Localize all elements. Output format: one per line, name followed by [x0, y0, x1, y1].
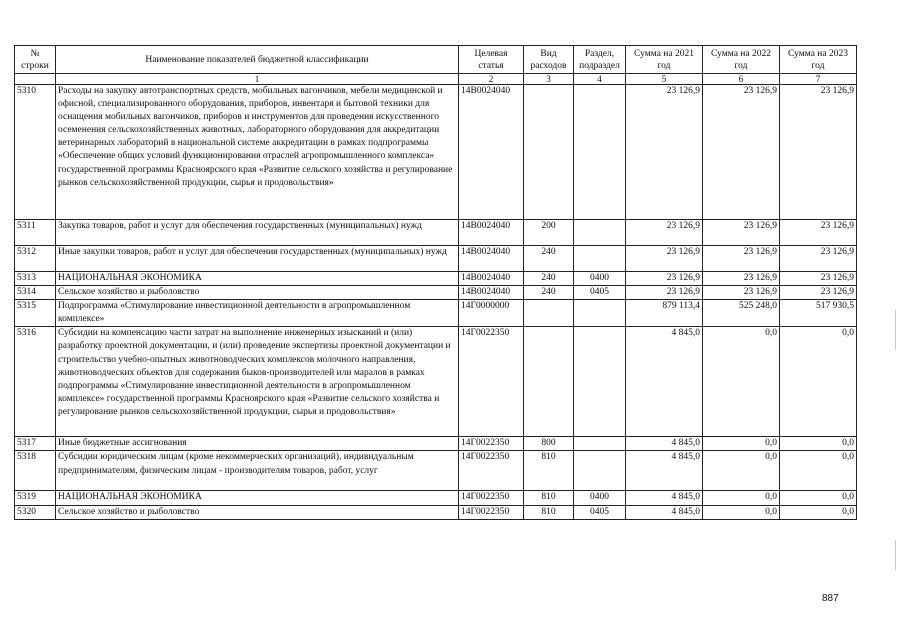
table-row: [15, 220, 857, 246]
expense-type-cell: [524, 327, 574, 437]
section-code-cell: [574, 220, 626, 246]
indicator-name-cell: Расходы на закупку автотранспортных средств, мобильных вагончиков, мебели медицинской и офисной, специализированного оборудования, приборов, инвентаря и бытовой техники для оснащения мобильных вагончиков, приборов и инструментов для проведения искусственного осеменения сельскохозяйственных животных, лабораторного оборудования для аккредитации ветеринарных лабораторий в национальной системе аккредитации в рамках подпрограммы «Обеспечение общих условий функционирования отраслей агропромышленного комплекса» государственной программы Красноярского края «Развитие сельского хозяйства и регулирование рынков сельскохозяйственной продукции, сырья и продовольствия»: [56, 85, 459, 220]
row-number-cell: 5319: [15, 491, 56, 505]
indicator-name-cell: Сельское хозяйство и рыболовство: [56, 505, 459, 519]
page-number: 887: [822, 593, 839, 604]
section-code-cell: [574, 437, 626, 451]
sum-2021-cell: 23 126,9: [626, 220, 703, 246]
sum-2022-cell: 23 126,9: [703, 220, 780, 246]
section-code-cell: 0400: [574, 272, 626, 286]
sum-2022-cell: 23 126,9: [703, 85, 780, 220]
column-index-3: 3: [524, 74, 574, 85]
sum-2022-cell: 23 126,9: [703, 286, 780, 300]
sum-2022-cell: 0,0: [703, 491, 780, 505]
target-article-cell: 14Г0022350: [459, 451, 524, 491]
sum-2023-cell: 23 126,9: [780, 85, 857, 220]
column-index-4: 4: [574, 74, 626, 85]
indicator-name-cell: НАЦИОНАЛЬНАЯ ЭКОНОМИКА: [56, 272, 459, 286]
budget-table: [14, 45, 857, 520]
sum-2021-cell: 23 126,9: [626, 286, 703, 300]
indicator-name-cell: Иные закупки товаров, работ и услуг для обеспечения государственных (муниципальных) нужд: [56, 246, 459, 272]
row-number-cell: 5320: [15, 505, 56, 519]
table-row: [15, 437, 857, 451]
scan-margin-mark: [895, 540, 896, 570]
expense-type-cell: [524, 300, 574, 327]
sum-2023-cell: 0,0: [780, 451, 857, 491]
indicator-name-cell: Сельское хозяйство и рыболовство: [56, 286, 459, 300]
header-row-number: № строки: [15, 46, 56, 74]
table-row: [15, 300, 857, 327]
indicator-name-cell: Подпрограмма «Стимулирование инвестиционной деятельности в агропромышленном комплексе»: [56, 300, 459, 327]
target-article-cell: 14В0024040: [459, 246, 524, 272]
sum-2023-cell: 0,0: [780, 505, 857, 519]
sum-2021-cell: 4 845,0: [626, 505, 703, 519]
header-sum-2022: Сумма на 2022 год: [703, 46, 780, 74]
table-row: [15, 246, 857, 272]
row-number-cell: 5315: [15, 300, 56, 327]
table-row: [15, 327, 857, 437]
row-number-cell: 5318: [15, 451, 56, 491]
sum-2021-cell: 879 113,4: [626, 300, 703, 327]
sum-2023-cell: 0,0: [780, 437, 857, 451]
sum-2021-cell: 23 126,9: [626, 246, 703, 272]
target-article-cell: 14В0024040: [459, 286, 524, 300]
row-number-cell: 5310: [15, 85, 56, 220]
row-number-cell: 5314: [15, 286, 56, 300]
sum-2021-cell: 4 845,0: [626, 437, 703, 451]
column-index-7: 7: [780, 74, 857, 85]
row-number-cell: 5311: [15, 220, 56, 246]
target-article-cell: 14В0024040: [459, 272, 524, 286]
target-article-cell: 14Г0022350: [459, 327, 524, 437]
table-row: [15, 85, 857, 220]
table-row: [15, 491, 857, 505]
row-number-cell: 5317: [15, 437, 56, 451]
sum-2022-cell: 0,0: [703, 437, 780, 451]
sum-2023-cell: 23 126,9: [780, 272, 857, 286]
sum-2022-cell: 0,0: [703, 327, 780, 437]
scan-margin-mark: [895, 310, 896, 350]
row-number-cell: 5312: [15, 246, 56, 272]
table-row: [15, 272, 857, 286]
sum-2022-cell: 23 126,9: [703, 272, 780, 286]
expense-type-cell: 800: [524, 437, 574, 451]
table-header-row: [15, 46, 857, 74]
header-target-article: Целевая статья: [459, 46, 524, 74]
column-index-row: [15, 74, 857, 85]
section-code-cell: [574, 246, 626, 272]
expense-type-cell: 810: [524, 491, 574, 505]
target-article-cell: 14Г0022350: [459, 505, 524, 519]
section-code-cell: [574, 300, 626, 327]
column-index-2: 2: [459, 74, 524, 85]
section-code-cell: 0400: [574, 491, 626, 505]
header-sum-2023: Сумма на 2023 год: [780, 46, 857, 74]
indicator-name-cell: Субсидии на компенсацию части затрат на выполнение инженерных изысканий и (или) разработку проектной документации, и (или) проведение экспертизы проектной документации и строительство учебно-опытных животноводческих комплексов молочного направления, животноводческих объектов для содержания быков-производителей или маралов в рамках подпрограммы «Стимулирование инвестиционной деятельности в агропромышленном комплексе» государственной программы Красноярского края «Развитие сельского хозяйства и регулирование рынков сельскохозяйственной продукции, сырья и продовольствия»: [56, 327, 459, 437]
target-article-cell: 14Г0022350: [459, 491, 524, 505]
expense-type-cell: [524, 85, 574, 220]
expense-type-cell: 240: [524, 246, 574, 272]
column-index-blank: [15, 74, 56, 85]
sum-2023-cell: 517 930,5: [780, 300, 857, 327]
sum-2021-cell: 23 126,9: [626, 272, 703, 286]
target-article-cell: 14В0024040: [459, 220, 524, 246]
sum-2021-cell: 4 845,0: [626, 451, 703, 491]
indicator-name-cell: Субсидии юридическим лицам (кроме некоммерческих организаций), индивидуальным предпринимателям, физическим лицам - производителям товаров, работ, услуг: [56, 451, 459, 491]
target-article-cell: 14В0024040: [459, 85, 524, 220]
sum-2023-cell: 23 126,9: [780, 286, 857, 300]
sum-2022-cell: 23 126,9: [703, 246, 780, 272]
expense-type-cell: 240: [524, 286, 574, 300]
expense-type-cell: 810: [524, 451, 574, 491]
sum-2022-cell: 0,0: [703, 451, 780, 491]
sum-2023-cell: 0,0: [780, 327, 857, 437]
sum-2023-cell: 0,0: [780, 491, 857, 505]
indicator-name-cell: Иные бюджетные ассигнования: [56, 437, 459, 451]
column-index-5: 5: [626, 74, 703, 85]
header-sum-2021: Сумма на 2021 год: [626, 46, 703, 74]
target-article-cell: 14Г0000000: [459, 300, 524, 327]
table-row: [15, 286, 857, 300]
row-number-cell: 5313: [15, 272, 56, 286]
sum-2021-cell: 23 126,9: [626, 85, 703, 220]
header-section: Раздел, подраздел: [574, 46, 626, 74]
expense-type-cell: 810: [524, 505, 574, 519]
column-index-6: 6: [703, 74, 780, 85]
sum-2022-cell: 525 248,0: [703, 300, 780, 327]
indicator-name-cell: НАЦИОНАЛЬНАЯ ЭКОНОМИКА: [56, 491, 459, 505]
sum-2022-cell: 0,0: [703, 505, 780, 519]
target-article-cell: 14Г0022350: [459, 437, 524, 451]
section-code-cell: [574, 327, 626, 437]
column-index-1: 1: [56, 74, 459, 85]
sum-2023-cell: 23 126,9: [780, 220, 857, 246]
section-code-cell: 0405: [574, 505, 626, 519]
table-row: [15, 451, 857, 491]
row-number-cell: 5316: [15, 327, 56, 437]
table-row: [15, 505, 857, 519]
expense-type-cell: 240: [524, 272, 574, 286]
section-code-cell: [574, 451, 626, 491]
section-code-cell: [574, 85, 626, 220]
header-expense-type: Вид расходов: [524, 46, 574, 74]
indicator-name-cell: Закупка товаров, работ и услуг для обеспечения государственных (муниципальных) нужд: [56, 220, 459, 246]
sum-2023-cell: 23 126,9: [780, 246, 857, 272]
section-code-cell: 0405: [574, 286, 626, 300]
expense-type-cell: 200: [524, 220, 574, 246]
sum-2021-cell: 4 845,0: [626, 327, 703, 437]
header-indicator-name: Наименование показателей бюджетной классификации: [56, 46, 459, 74]
sum-2021-cell: 4 845,0: [626, 491, 703, 505]
